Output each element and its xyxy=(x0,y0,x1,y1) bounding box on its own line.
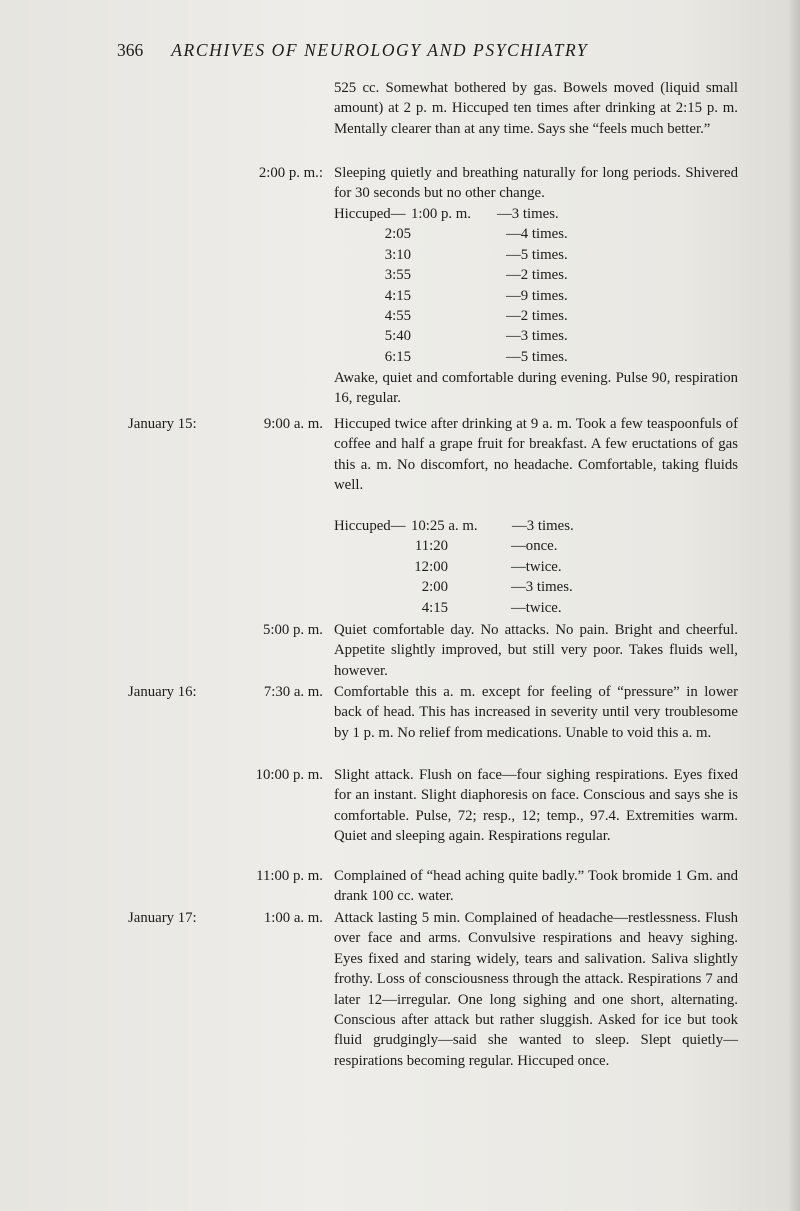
hiccup-row xyxy=(334,224,734,244)
hiccup-time: 5:40 xyxy=(384,328,411,345)
entry-time: 11:00 p. m. xyxy=(256,868,323,884)
hiccup-count: —once. xyxy=(511,538,558,555)
entry-text: Sleeping quietly and breathing naturally for long periods. Shivered for 30 seconds but no other change. xyxy=(334,165,738,202)
entry-text: Hiccuped twice after drinking at 9 a. m. Took a few teaspoonfuls of coffee and half a grape fruit for breakfast. A few eructations of gas this a. m. No discomfort, no headache. Comfortable, taking fluids well. xyxy=(334,416,738,494)
hiccup-lead: Hiccuped— xyxy=(334,206,406,222)
hiccup-time: 2:00 xyxy=(421,579,448,596)
entry-time: 1:00 a. m. xyxy=(263,910,323,926)
hiccup-count: —3 times. xyxy=(506,328,568,345)
entry-text: 525 cc. Somewhat bothered by gas. Bowels moved (liquid small amount) at 2 p. m. Hiccuped ten times after drinking at 2:15 p. m. Mentally clearer than at any time. Says she “feels much better.” xyxy=(334,80,738,137)
page-edge-shadow xyxy=(788,0,800,1211)
entry-after-text: Awake, quiet and comfortable during evening. Pulse 90, respiration 16, regular. xyxy=(334,370,738,407)
hiccup-row xyxy=(334,286,734,306)
hiccup-count: —2 times. xyxy=(506,307,568,324)
hiccup-count: —twice. xyxy=(511,599,562,616)
entry-time: 5:00 p. m. xyxy=(262,622,323,638)
entry-date: January 16: xyxy=(128,684,197,700)
hiccup-count: —9 times. xyxy=(506,287,568,304)
entry-text: Comfortable this a. m. except for feeling of “pressure” in lower back of head. This has increased in severity until very troublesome by 1 p. m. No relief from medications. Unable to void this a. m. xyxy=(334,684,738,741)
entry-date: January 17: xyxy=(128,910,197,926)
entry-date: January 15: xyxy=(128,416,197,432)
hiccup-row xyxy=(334,557,734,577)
hiccup-time: 4:15 xyxy=(384,287,411,304)
hiccup-row xyxy=(334,598,734,618)
hiccup-time: 4:15 xyxy=(421,599,448,616)
hiccup-count: —3 times. xyxy=(512,518,574,534)
hiccup-count: —3 times. xyxy=(497,206,559,222)
entry-text: Slight attack. Flush on face—four sighing respirations. Eyes fixed for an instant. Slight diaphoresis on face. Conscious and says she is comfortable. Pulse, 72; resp., 12; temp., 97.4. Extremities warm. Quiet and sleeping again. Respirations regular. xyxy=(334,767,738,845)
hiccup-time: 11:20 xyxy=(414,538,448,555)
journal-title: ARCHIVES OF NEUROLOGY AND PSYCHIATRY xyxy=(171,40,589,60)
hiccup-row xyxy=(334,245,734,265)
hiccup-row xyxy=(334,347,734,367)
hiccup-count: —5 times. xyxy=(506,348,568,365)
hiccup-time: 3:55 xyxy=(384,267,411,284)
hiccup-time: 4:55 xyxy=(384,307,411,324)
page-number: 366 xyxy=(117,40,144,60)
entry-time: 2:00 p. m.: xyxy=(258,165,323,181)
hiccup-count: —5 times. xyxy=(506,246,568,263)
hiccup-time: 1:00 p. m. xyxy=(411,206,472,222)
hiccup-table xyxy=(334,516,734,618)
hiccup-row xyxy=(334,306,734,326)
hiccup-count: —4 times. xyxy=(506,226,568,243)
hiccup-time: 12:00 xyxy=(414,558,448,575)
entry-text: Complained of “head aching quite badly.” Took bromide 1 Gm. and drank 100 cc. water. xyxy=(334,868,738,905)
hiccup-time: 3:10 xyxy=(384,246,411,263)
hiccup-row xyxy=(334,536,734,556)
entry-text: Quiet comfortable day. No attacks. No pain. Bright and cheerful. Appetite slightly improved, but still very poor. Takes fluids well, however. xyxy=(334,622,738,679)
hiccup-time: 6:15 xyxy=(384,348,411,365)
hiccup-row xyxy=(334,326,734,346)
hiccup-row xyxy=(334,577,734,597)
hiccup-row xyxy=(334,265,734,285)
hiccup-row xyxy=(334,204,734,224)
hiccup-table xyxy=(334,204,734,367)
entry-time: 10:00 p. m. xyxy=(255,767,323,783)
hiccup-count: —2 times. xyxy=(506,267,568,284)
running-header xyxy=(117,40,717,70)
entry-time: 7:30 a. m. xyxy=(263,684,323,700)
entry-text: Attack lasting 5 min. Complained of headache—restlessness. Flush over face and arms. Convulsive respirations and heavy sighing. Eyes fixed and staring widely, tears and salivation. Saliva slightly frothy. Loss of consciousness through the attack. Respirations 7 and later 12—irregular. One long sighing and one short, alternating. Conscious after attack but rather sluggish. Asked for ice but took fluid grudgingly—said she wanted to sleep. Slept quietly—respirations becoming regular. Hiccuped once. xyxy=(334,910,738,1069)
hiccup-time: 2:05 xyxy=(384,226,411,243)
entry-time: 9:00 a. m. xyxy=(263,416,323,432)
hiccup-count: —3 times. xyxy=(511,579,573,596)
hiccup-count: —twice. xyxy=(511,558,562,575)
hiccup-row xyxy=(334,516,734,536)
hiccup-time: 10:25 a. m. xyxy=(411,518,478,534)
hiccup-lead: Hiccuped— xyxy=(334,518,406,534)
